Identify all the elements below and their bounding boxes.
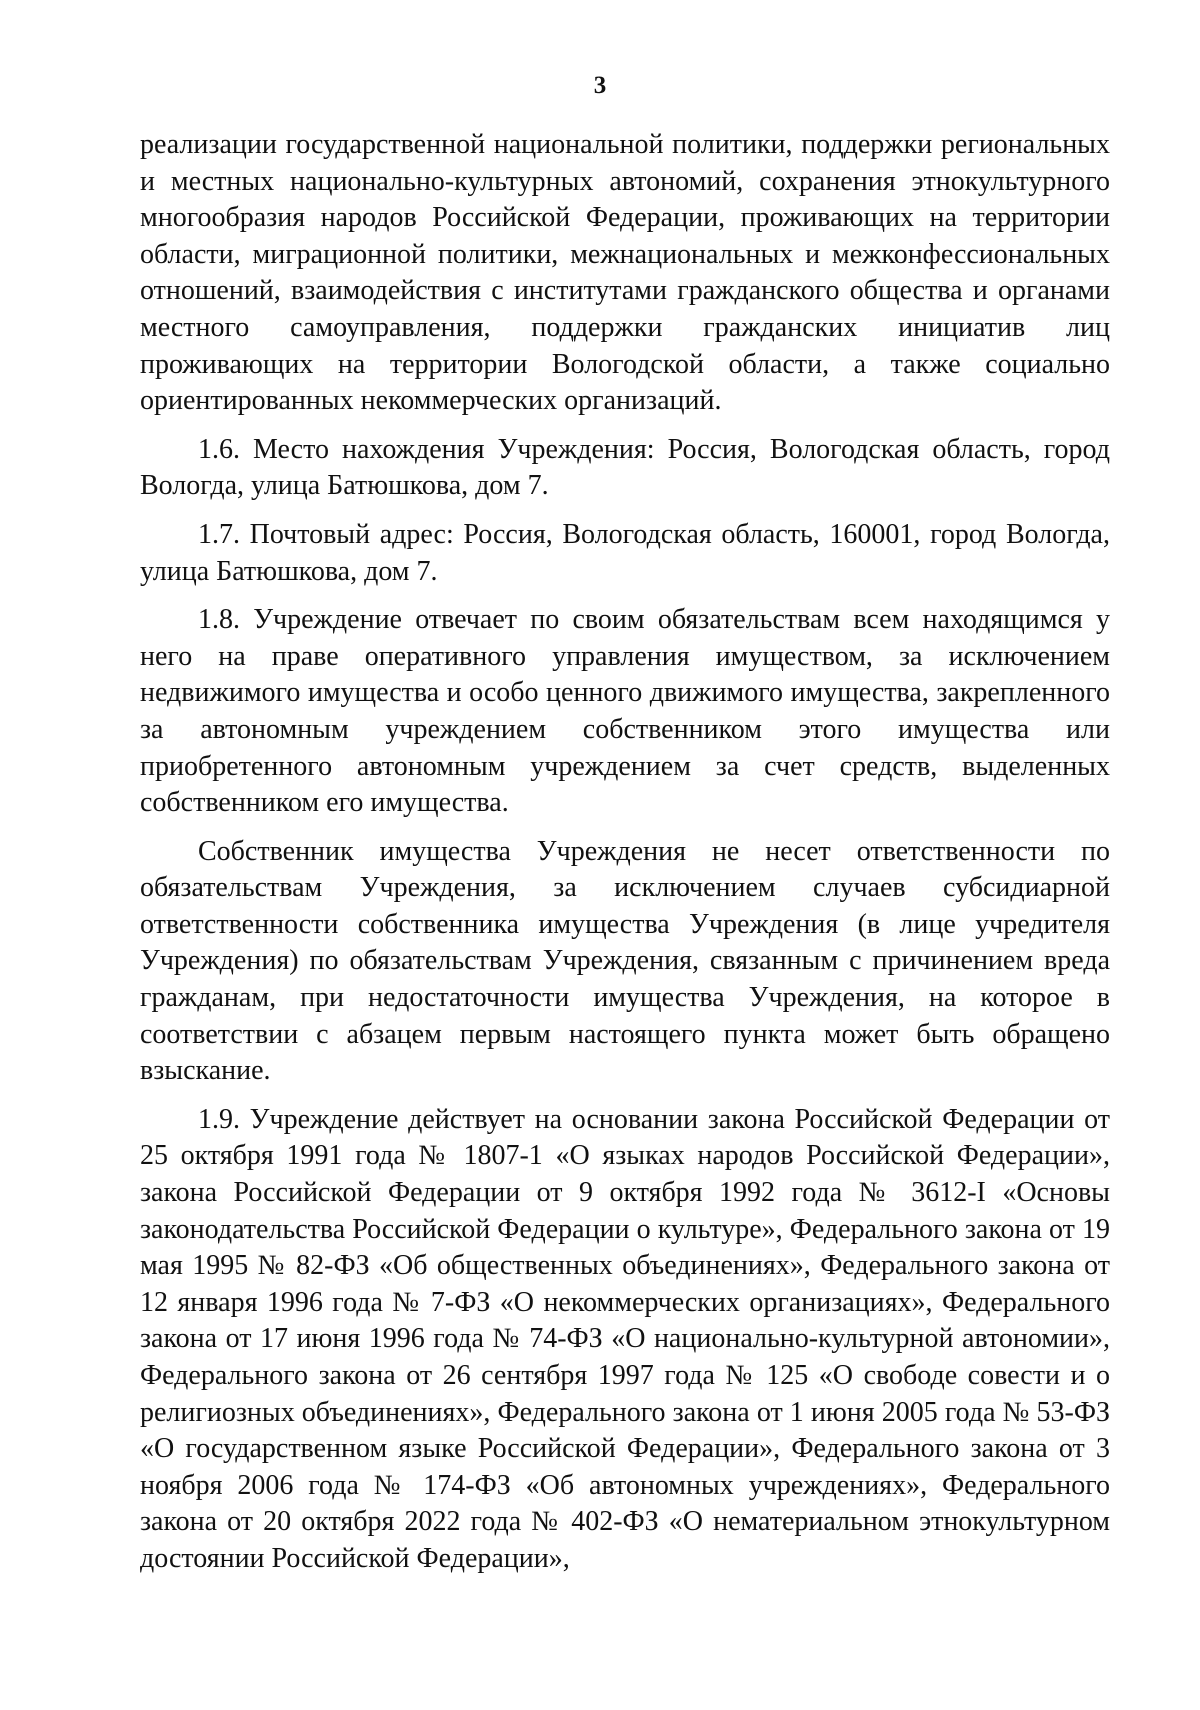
paragraph-continuation: реализации государственной национальной политики, поддержки региональных и местных национально-культурных автономий, сохранения этнокультурного многообразия народов Российской Федерации, проживающих на территории области, миграционной политики, межнациональных и межконфессиональных отношений, взаимодействия с институтами гражданского общества и органами местного самоуправления, поддержки гражданских инициатив лиц проживающих на территории Вологодской области, а также социально ориентированных некоммерческих организаций. <box>140 129 1110 417</box>
paragraph-owner-liability: Собственник имущества Учреждения не несет ответственности по обязательствам Учреждения, за исключением случаев субсидиарной ответственности собственника имущества Учреждения (в лице учредителя Учреждения) по обязательствам Учреждения, связанным с причинением вреда гражданам, при недостаточности имущества Учреждения, на которое в соответствии с абзацем первым настоящего пункта может быть обращено взыскание. <box>140 835 1110 1087</box>
paragraph-1-6-location: 1.6. Место нахождения Учреждения: Россия, Вологодская область, город Вологда, улица Батюшкова, дом 7. <box>140 433 1110 502</box>
document-body <box>140 127 1110 1578</box>
page-number: 3 <box>593 72 607 99</box>
paragraph-1-7-postal-address: 1.7. Почтовый адрес: Россия, Вологодская область, 160001, город Вологда, улица Батюшкова, дом 7. <box>140 518 1110 587</box>
paragraph-1-8-liability: 1.8. Учреждение отвечает по своим обязательствам всем находящимся у него на праве оперативного управления имуществом, за исключением недвижимого имущества и особо ценного движимого имущества, закрепленного за автономным учреждением собственником этого имущества или приобретенного автономным учреждением за счет средств, выделенных собственником его имущества. <box>140 604 1110 819</box>
paragraph-1-9-legal-basis: 1.9. Учреждение действует на основании закона Российской Федерации от 25 октября 1991 года № 1807-1 «О языках народов Российской Федерации», закона Российской Федерации от 9 октября 1992 года № 3612-I «Основы законодательства Российской Федерации о культуре», Федерального закона от 19 мая 1995 № 82-ФЗ «Об общественных объединениях», Федерального закона от 12 января 1996 года № 7-ФЗ «О некоммерческих организациях», Федерального закона от 17 июня 1996 года № 74-ФЗ «О национально-культурной автономии», Федерального закона от 26 сентября 1997 года № 125 «О свободе совести и о религиозных объединениях», Федерального закона от 1 июня 2005 года № 53-ФЗ «О государственном языке Российской Федерации», Федерального закона от 3 ноября 2006 года № 174-ФЗ «Об автономных учреждениях», Федерального закона от 20 октября 2022 года № 402-ФЗ «О нематериальном этнокультурном достоянии Российской Федерации», <box>140 1103 1110 1574</box>
